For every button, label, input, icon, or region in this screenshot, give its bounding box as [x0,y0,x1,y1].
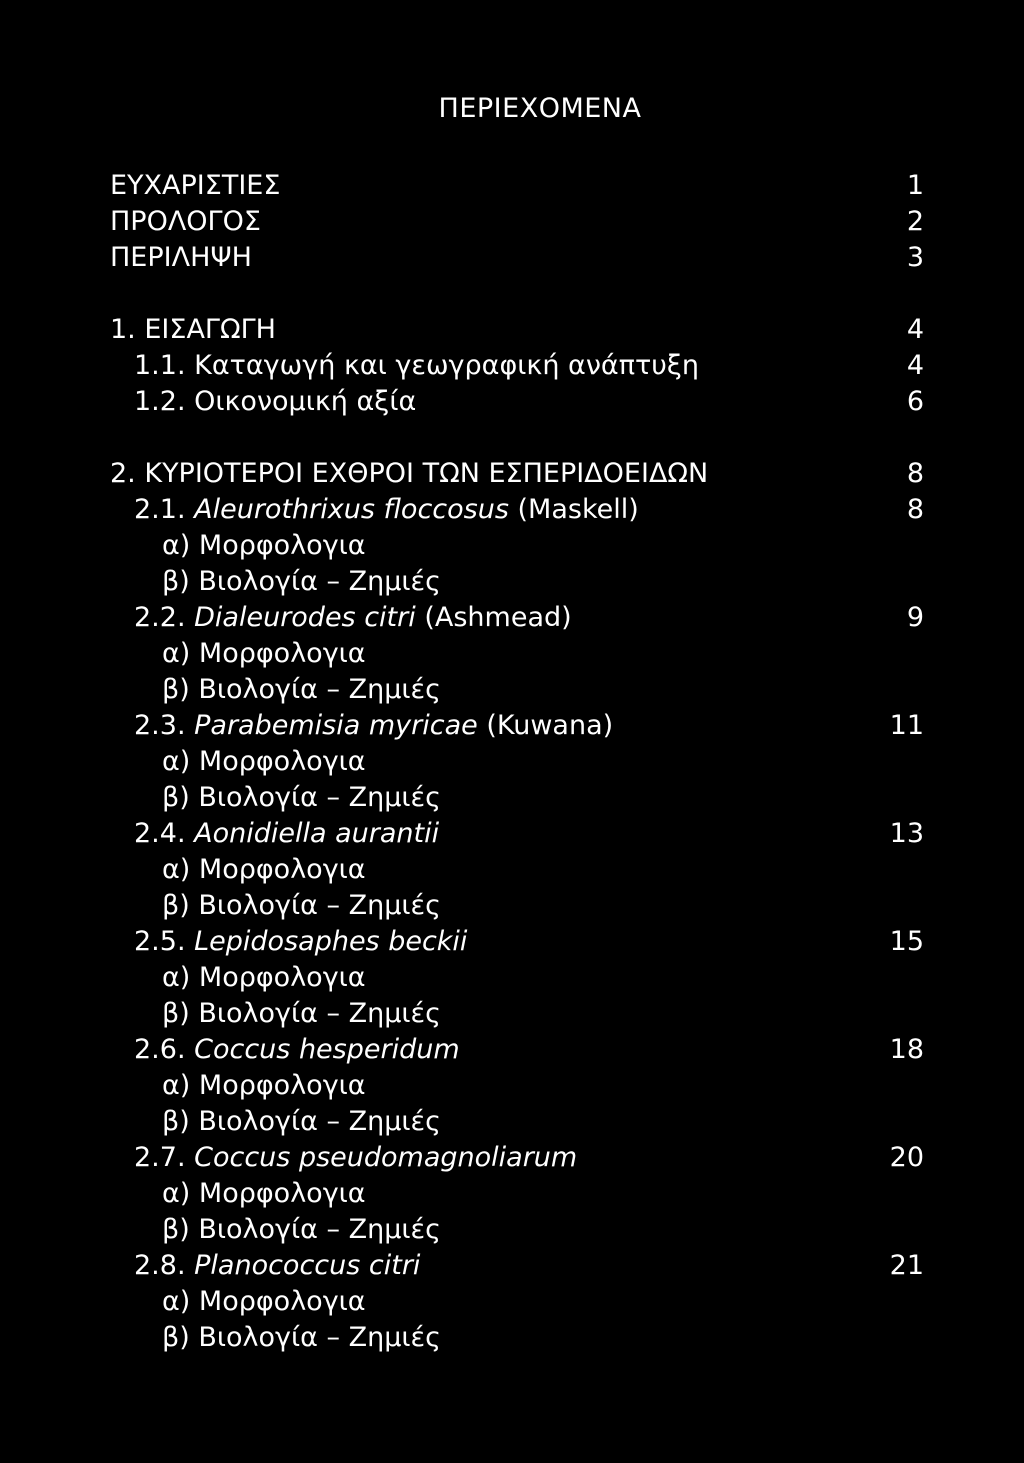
toc-subsection-morphology[interactable] [0,636,1024,672]
toc-entry-preface[interactable] [0,204,1024,240]
toc-subsection-morphology[interactable] [0,1068,1024,1104]
section-number: 2.1. [134,494,186,525]
species-author: (Maskell) [517,494,639,525]
toc-entry-page: 9 [906,602,924,633]
toc-entry-title [134,600,572,636]
toc-entry-page: 8 [906,494,924,525]
toc-section-1-2[interactable] [0,384,1024,420]
toc-subsection-morphology[interactable] [0,744,1024,780]
toc-entry-title [134,816,439,852]
page-title: ΠΕΡΙΕΧΟΜΕΝΑ [438,93,642,124]
toc-section-2-4[interactable] [0,816,1024,852]
species-name: Coccus pseudomagnoliarum [194,1142,578,1173]
toc-entry-title: α) Μορφολογια [162,746,366,777]
toc-entry-title: α) Μορφολογια [162,1286,366,1317]
toc-subsection-morphology[interactable] [0,1176,1024,1212]
toc-section-2-5[interactable] [0,924,1024,960]
species-name: Coccus hesperidum [194,1034,460,1065]
species-name: Parabemisia myricae [194,710,478,741]
toc-section-2-3[interactable] [0,708,1024,744]
toc-subsection-biology[interactable] [0,1104,1024,1140]
toc-entry-page: 13 [889,818,924,849]
section-number: 1.2. [134,386,186,417]
section-title: Οικονομική αξία [194,386,417,417]
toc-entry-title: β) Βιολογία – Ζημιές [162,566,441,597]
toc-entry-page: 20 [889,1142,924,1173]
toc-subsection-biology[interactable] [0,780,1024,816]
chapter-number: 1. [110,314,136,345]
table-of-contents [0,168,1024,1356]
toc-entry-page: 21 [889,1250,924,1281]
toc-subsection-morphology[interactable] [0,1284,1024,1320]
toc-section-2-8[interactable] [0,1248,1024,1284]
toc-subsection-biology[interactable] [0,996,1024,1032]
toc-entry-title [134,348,699,384]
toc-subsection-morphology[interactable] [0,852,1024,888]
section-number: 1.1. [134,350,186,381]
section-title: Καταγωγή και γεωγραφική ανάπτυξη [194,350,700,381]
spacer [0,420,1024,456]
toc-entry-acknowledgements[interactable] [0,168,1024,204]
toc-subsection-biology[interactable] [0,888,1024,924]
toc-entry-title: β) Βιολογία – Ζημιές [162,1322,441,1353]
section-number: 2.2. [134,602,186,633]
species-name: Aonidiella aurantii [194,818,440,849]
toc-entry-title: α) Μορφολογια [162,1070,366,1101]
section-number: 2.3. [134,710,186,741]
toc-entry-title [110,312,276,348]
toc-entry-title: ΠΕΡΙΛΗΨΗ [110,242,252,273]
toc-entry-title [134,924,467,960]
toc-section-2-1[interactable] [0,492,1024,528]
toc-entry-page: 4 [906,314,924,345]
toc-entry-title: β) Βιολογία – Ζημιές [162,782,441,813]
toc-subsection-morphology[interactable] [0,528,1024,564]
spacer [0,276,1024,312]
toc-entry-title: β) Βιολογία – Ζημιές [162,890,441,921]
species-author: (Ashmead) [424,602,572,633]
toc-section-1-1[interactable] [0,348,1024,384]
toc-entry-title [134,1140,577,1176]
chapter-number: 2. [110,458,136,489]
section-number: 2.5. [134,926,186,957]
toc-entry-title: α) Μορφολογια [162,1178,366,1209]
toc-entry-title: β) Βιολογία – Ζημιές [162,1214,441,1245]
section-number: 2.7. [134,1142,186,1173]
toc-entry-page: 2 [906,206,924,237]
toc-entry-title [110,456,708,492]
toc-entry-abstract[interactable] [0,240,1024,276]
toc-entry-page: 15 [889,926,924,957]
species-name: Aleurothrixus floccosus [194,494,509,525]
toc-section-2-7[interactable] [0,1140,1024,1176]
toc-entry-title: α) Μορφολογια [162,530,366,561]
toc-entry-title [134,708,613,744]
toc-entry-title [134,1248,420,1284]
toc-entry-page: 11 [889,710,924,741]
species-author: (Kuwana) [486,710,614,741]
toc-subsection-biology[interactable] [0,1212,1024,1248]
toc-subsection-biology[interactable] [0,672,1024,708]
toc-subsection-biology[interactable] [0,564,1024,600]
toc-subsection-biology[interactable] [0,1320,1024,1356]
toc-chapter-2[interactable] [0,456,1024,492]
toc-entry-page: 18 [889,1034,924,1065]
species-name: Planococcus citri [194,1250,421,1281]
toc-entry-title [134,492,639,528]
species-name: Dialeurodes citri [194,602,416,633]
toc-chapter-1[interactable] [0,312,1024,348]
section-number: 2.8. [134,1250,186,1281]
toc-entry-page: 4 [906,350,924,381]
toc-entry-title [134,384,416,420]
toc-entry-page: 6 [906,386,924,417]
chapter-title: ΕΙΣΑΓΩΓΗ [144,314,276,345]
toc-entry-title: β) Βιολογία – Ζημιές [162,674,441,705]
toc-entry-title: β) Βιολογία – Ζημιές [162,1106,441,1137]
section-number: 2.6. [134,1034,186,1065]
toc-entry-title [134,1032,460,1068]
toc-entry-title: α) Μορφολογια [162,638,366,669]
chapter-title: ΚΥΡΙΟΤΕΡΟΙ ΕΧΘΡΟΙ ΤΩΝ ΕΣΠΕΡΙΔΟΕΙΔΩΝ [144,458,709,489]
section-number: 2.4. [134,818,186,849]
toc-section-2-6[interactable] [0,1032,1024,1068]
toc-entry-title: ΕΥΧΑΡΙΣΤΙΕΣ [110,170,281,201]
species-name: Lepidosaphes beckii [194,926,468,957]
toc-entry-page: 3 [906,242,924,273]
toc-entry-title: α) Μορφολογια [162,854,366,885]
toc-entry-title: α) Μορφολογια [162,962,366,993]
toc-entry-title: ΠΡΟΛΟΓΟΣ [110,206,261,237]
toc-subsection-morphology[interactable] [0,960,1024,996]
toc-entry-page: 8 [906,458,924,489]
toc-entry-page: 1 [906,170,924,201]
toc-entry-title: β) Βιολογία – Ζημιές [162,998,441,1029]
toc-section-2-2[interactable] [0,600,1024,636]
